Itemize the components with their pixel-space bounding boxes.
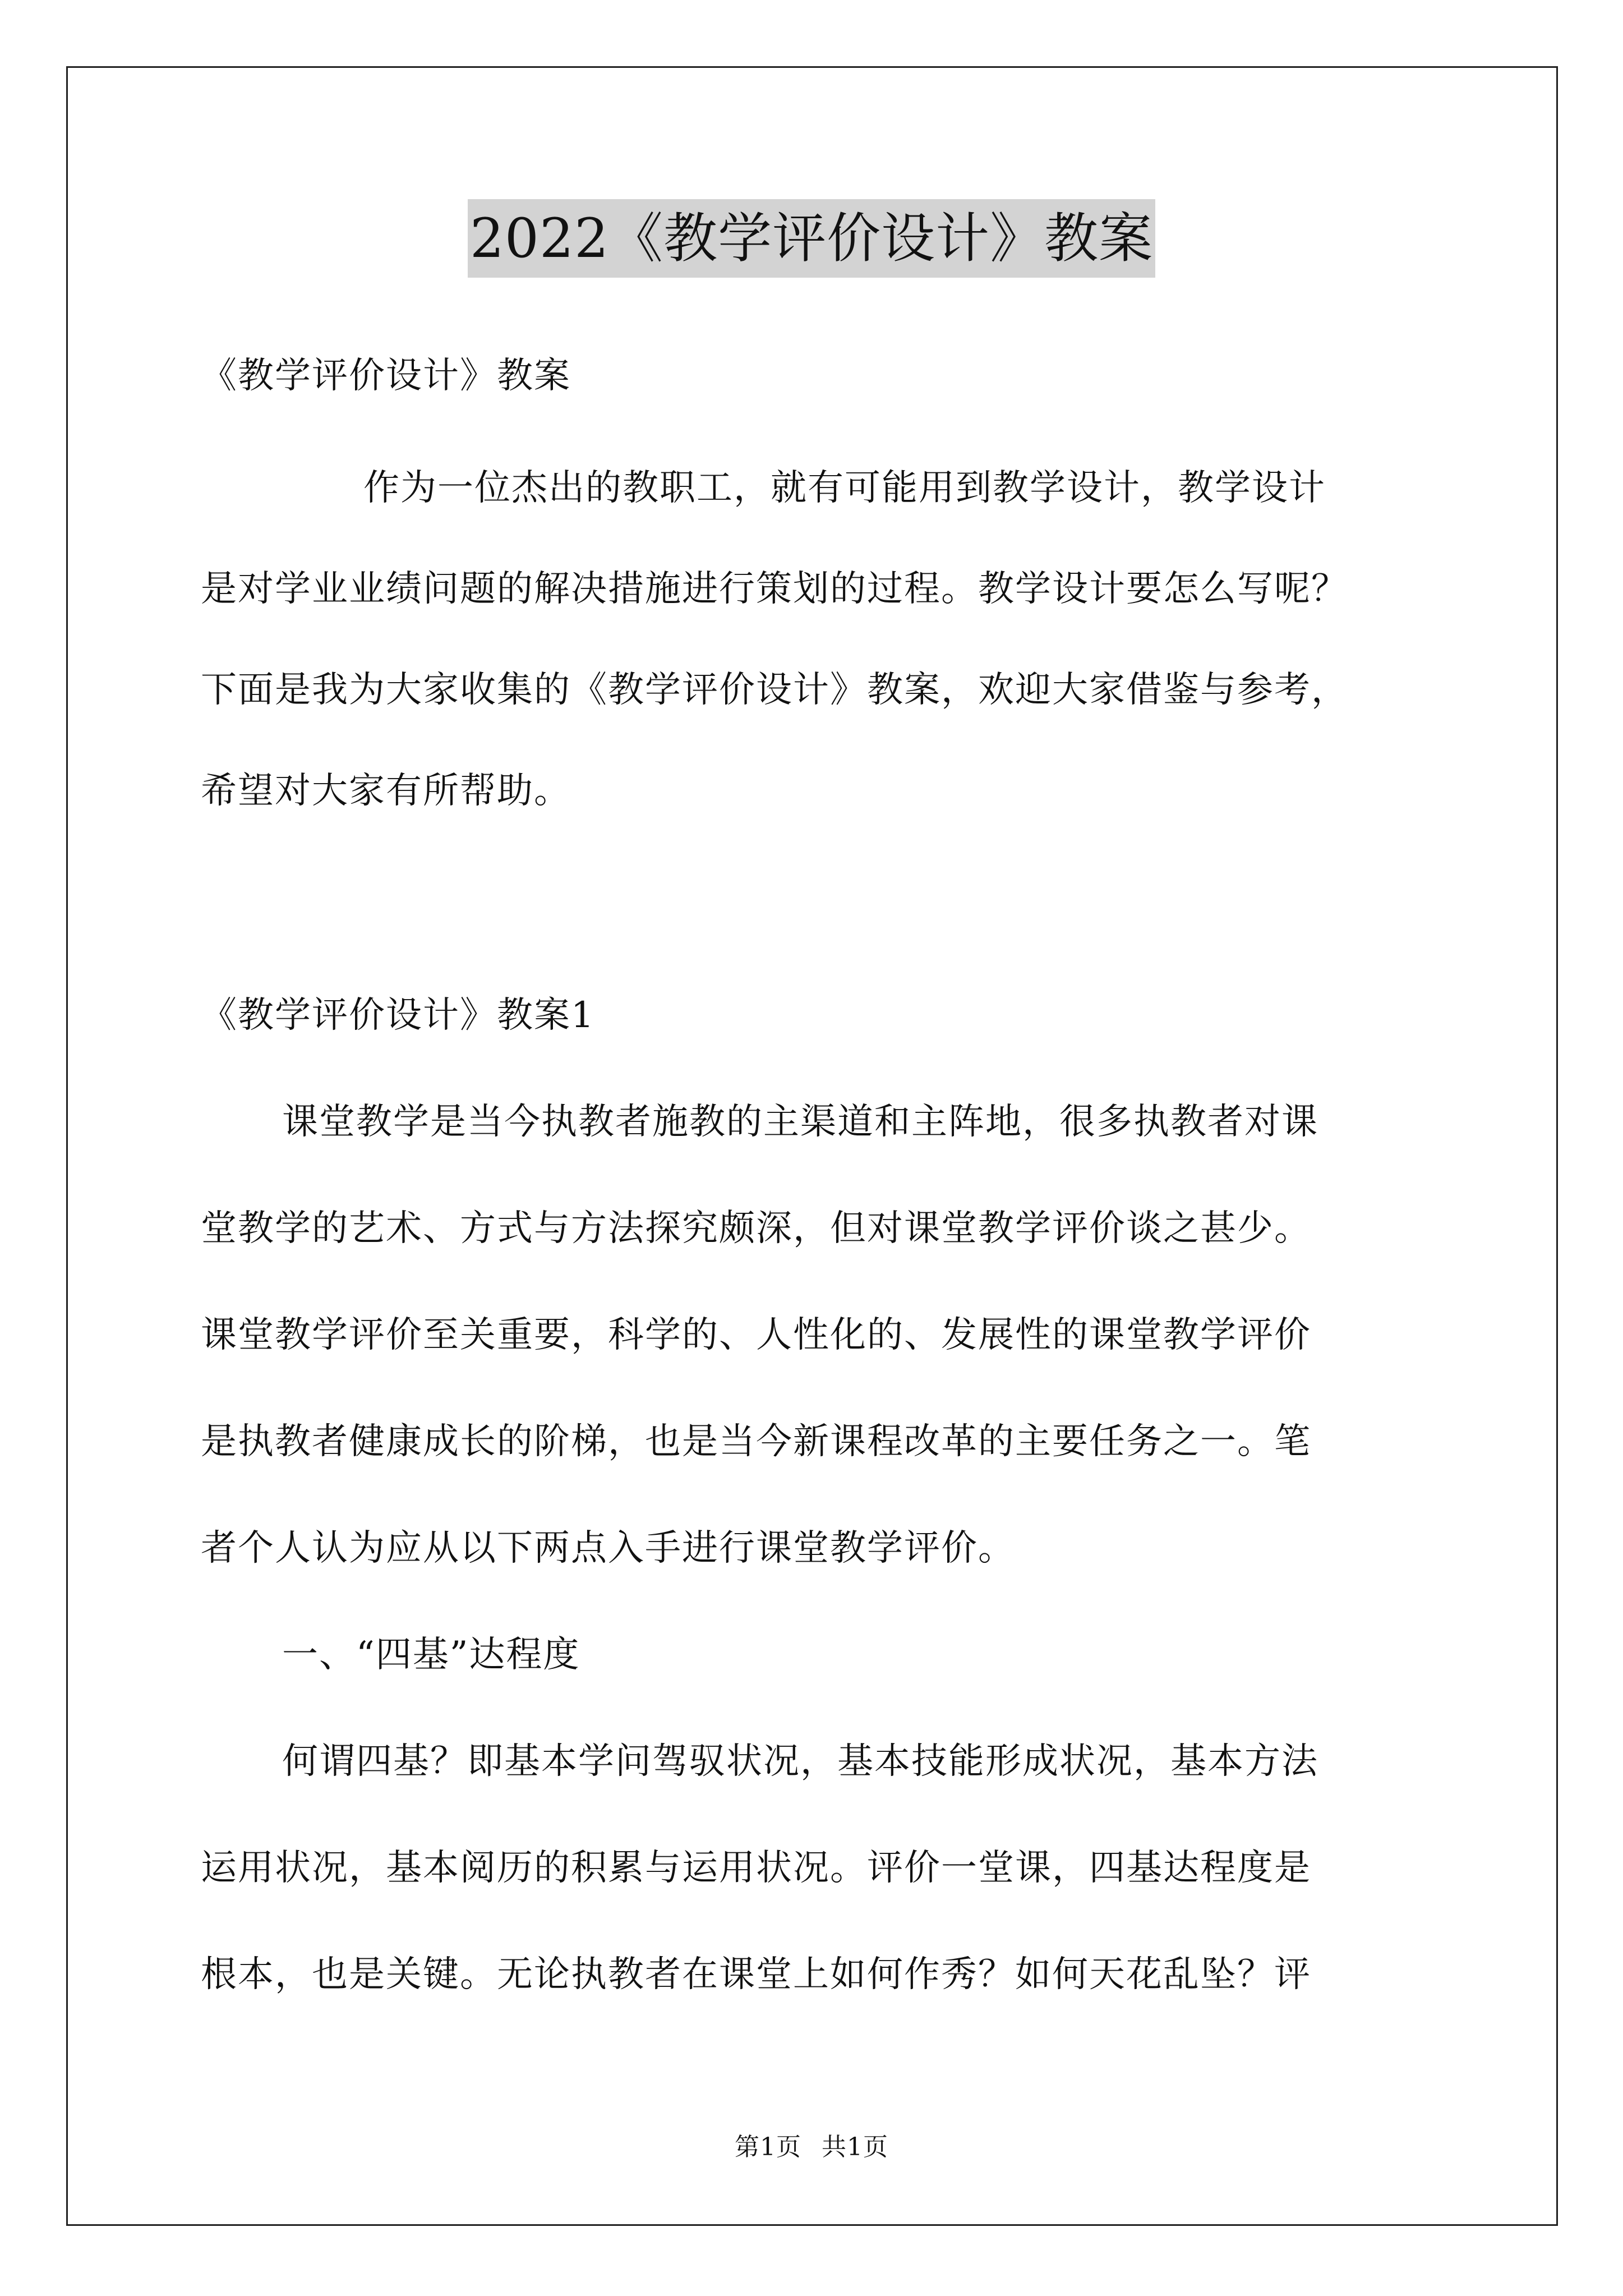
text-line: 何谓四基？即基本学问驾驭状况，基本技能形成状况，基本方法 bbox=[282, 1741, 1318, 1782]
text-line: 堂教学的艺术、方式与方法探究颇深，但对课堂教学评价谈之甚少。 bbox=[201, 1208, 1311, 1249]
text-line: 是执教者健康成长的阶梯，也是当今新课程改革的主要任务之一。笔 bbox=[201, 1421, 1311, 1462]
subheading: 一、“四基”达程度 bbox=[282, 1634, 580, 1676]
text-line: 课堂教学评价至关重要，科学的、人性化的、发展性的课堂教学评价 bbox=[201, 1314, 1311, 1356]
text-line: 是对学业业绩问题的解决措施进行策划的过程。教学设计要怎么写呢？ bbox=[201, 568, 1348, 610]
text-line: 者个人认为应从以下两点入手进行课堂教学评价。 bbox=[201, 1527, 1015, 1569]
text-line: 作为一位杰出的教职工，就有可能用到教学设计，教学设计 bbox=[363, 467, 1326, 509]
page-total: 共1页 bbox=[822, 2133, 888, 2161]
document-title: 2022《教学评价设计》教案 bbox=[468, 199, 1155, 278]
text-line: 希望对大家有所帮助。 bbox=[201, 770, 571, 812]
text-line: 课堂教学是当今执教者施教的主渠道和主阵地，很多执教者对课 bbox=[282, 1101, 1318, 1143]
section-heading: 《教学评价设计》教案1 bbox=[201, 995, 595, 1036]
page-footer bbox=[0, 2131, 1623, 2164]
text-line: 运用状况，基本阅历的积累与运用状况。评价一堂课，四基达程度是 bbox=[201, 1847, 1311, 1889]
text-line: 根本，也是关键。无论执教者在课堂上如何作秀？如何天花乱坠？评 bbox=[201, 1954, 1311, 1995]
title-container bbox=[0, 199, 1623, 278]
page-number: 第1页 bbox=[735, 2133, 801, 2161]
text-line: 下面是我为大家收集的《教学评价设计》教案，欢迎大家借鉴与参考， bbox=[201, 669, 1348, 711]
subtitle: 《教学评价设计》教案 bbox=[201, 355, 571, 397]
